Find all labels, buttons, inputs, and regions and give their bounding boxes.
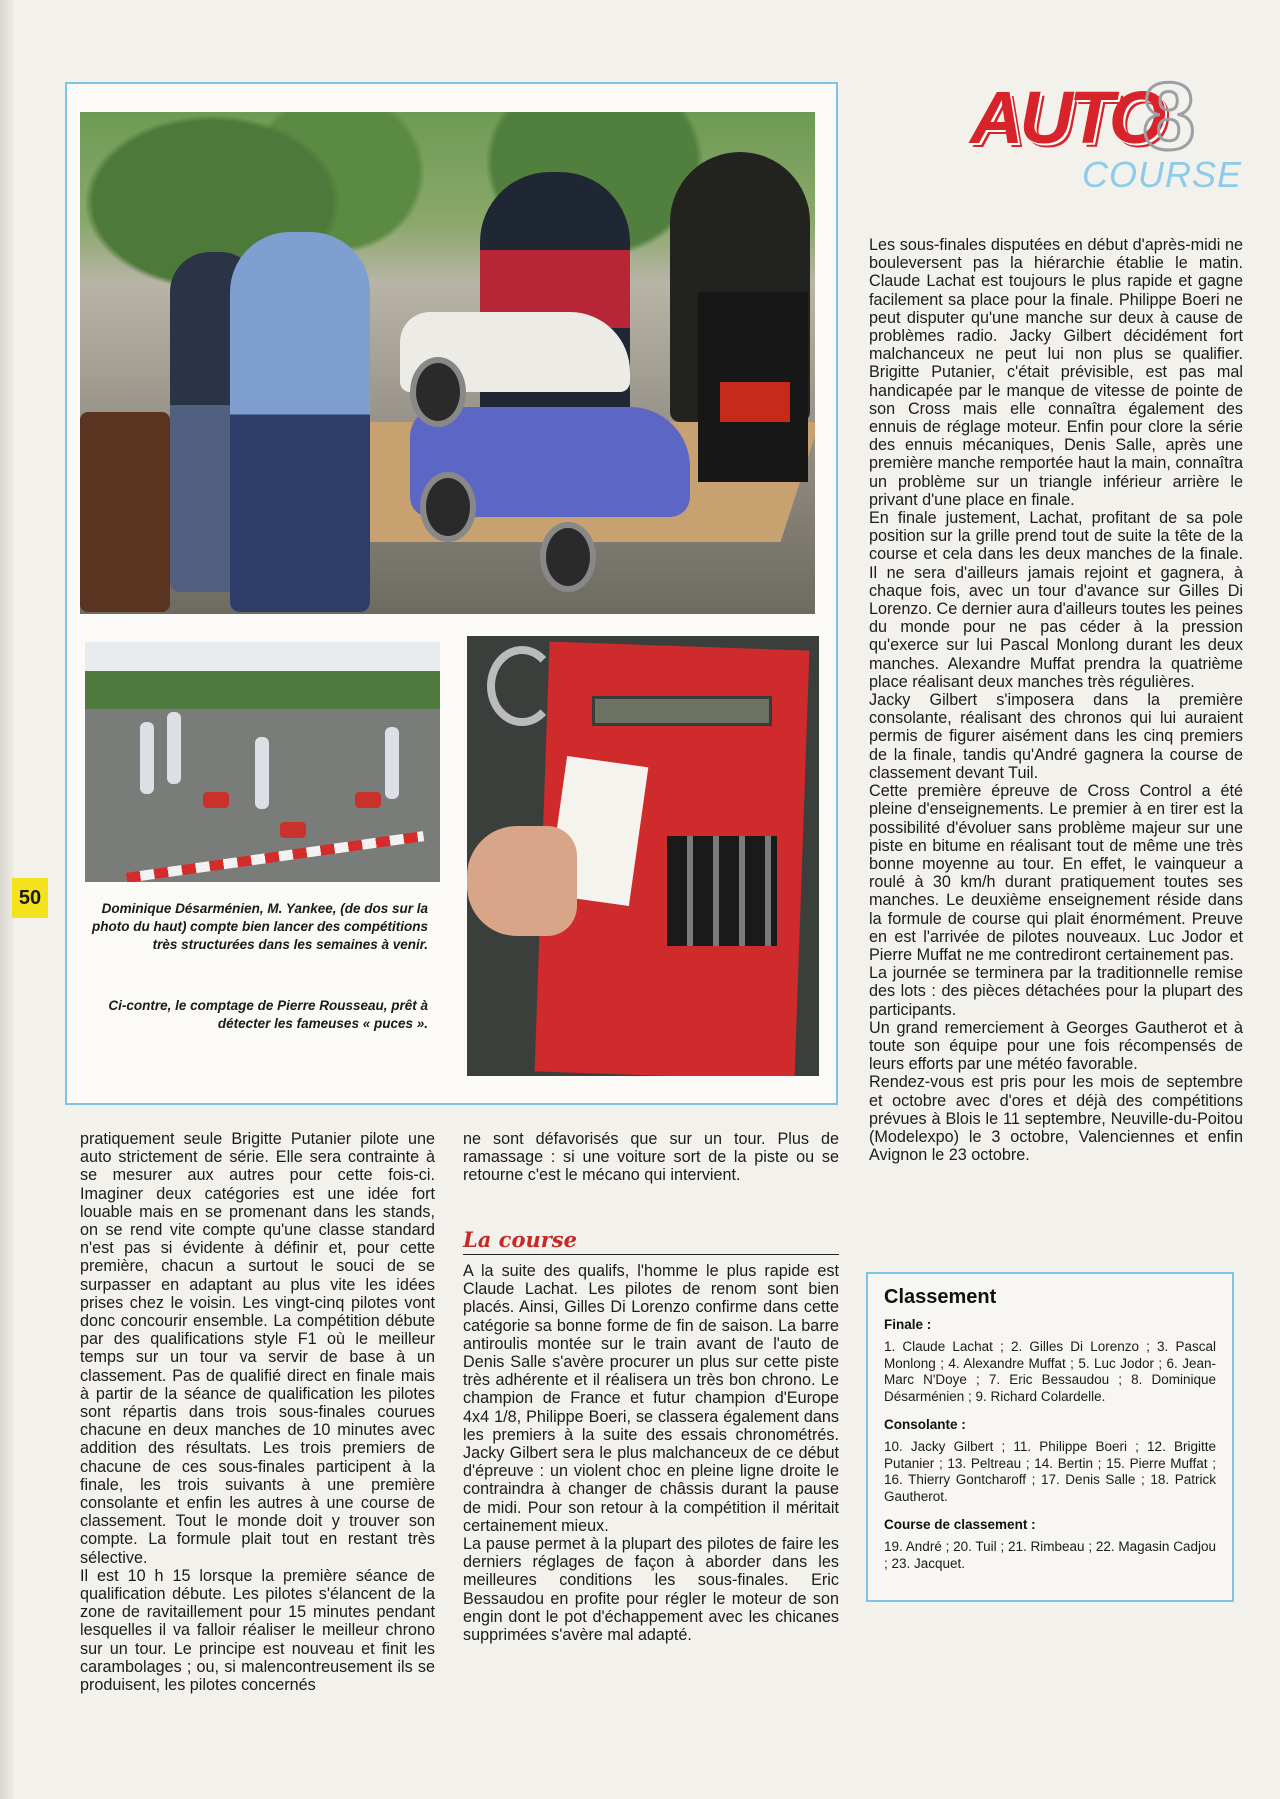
person-shape [140, 722, 154, 794]
person-shape [480, 172, 630, 432]
rc-car-shape [280, 822, 306, 838]
hebdo-sign [720, 382, 790, 422]
person-shape [230, 232, 370, 612]
hand-shape [467, 826, 577, 936]
article-paragraph: Jacky Gilbert s'imposera dans la première consolante, réalisant des chronos qui lui auraient permis de figurer aisément dans les cinq premiers de la finale, tandis qu'André gagnera la course de classement devant Tuil. [869, 691, 1243, 782]
article-paragraph: Il est 10 h 15 lorsque la première séance de qualification débute. Les pilotes s'élancent de la zone de ravitaillement pour 15 minutes pendant lesquelles il va falloir réaliser le meilleur chrono sur un tour. Le principe est nouveau et finit les carambolages ; ou, si malencontreusement ils se produisent, les pilotes concernés [80, 1566, 435, 1695]
track-curb [126, 831, 424, 882]
finale-results: 1. Claude Lachat ; 2. Gilles Di Lorenzo ; 3. Pascal Monlong ; 4. Alexandre Muffat ; 5. Luc Jodor ; 6. Jean-Marc N'Doye ; 7. Eric Bessaudou ; 8. Dominique Désarménien ; 9. Richard Colardelle. [884, 1339, 1216, 1404]
article-paragraph: pratiquement seule Brigitte Putanier pilote une auto strictement de série. Elle sera contrainte à se mesurer aux autres pour cette fois-ci. Imaginer deux catégories est une idée fort louable mais en se promenant dans les stands, on se rend vite compte qu'une classe standard n'est pas si évidente à définir et, pour cette première, chacun a surtout le souci de se surpasser en adaptant au plus vite les idées prises chez le voisin. Les vingt-cinq pilotes vont donc concourir ensemble. La compétition débute par des qualifications style F1 où le meilleur temps sur un tour va servir de base à un classement. Pas de qualifié direct en finale mais à partir de la séance de qualification les pilotes sont répartis dans trois sous-finales courues chacune en deux manches de 10 minutes avec addition des résultats. Les trois premiers de chacune de ces sous-finales participent à la finale, les trois suivants à une première consolante et enfin les autres à une course de classement. Tout le monde doit y trouver son compte. La formule plait tout en restant très sélective. [80, 1130, 435, 1567]
article-middle-top [463, 1130, 839, 1185]
magazine-logo [970, 63, 1242, 195]
logo-brand: AUTO [970, 76, 1163, 159]
timer-screen [592, 696, 772, 726]
article-paragraph: Un grand remerciement à Georges Gautherot et à toute son équipe pour une fois récompensés de leurs efforts par une météo favorable. [869, 1018, 1243, 1074]
chair-shape [80, 412, 170, 612]
article-paragraph: La journée se terminera par la traditionnelle remise des lots : des pièces détachées pour la plupart des participants. [869, 964, 1243, 1019]
section-heading [463, 1225, 839, 1255]
ranking-title: Classement [884, 1286, 997, 1308]
article-middle-column [463, 1262, 839, 1644]
article-paragraph: Cette première épreuve de Cross Control a été pleine d'enseignements. Le premier à en tirer est la possibilité d'évoluer sans problème majeur sur une piste en bitume en réalisant tout de même une très bonne moyenne au tour. En effet, le vainqueur a roulé à 30 km/h durant pratiquement toutes ses manches. Le deuxième enseignement réside dans la formule de course qui plait énormément. Preuve en est l'arrivée de pilotes nouveaux. Luc Jodor et Pierre Muffat ne me contrediront certainement pas. [869, 782, 1243, 964]
section-title: La course [463, 1227, 577, 1252]
rc-car-shape [355, 792, 381, 808]
person-shape [167, 712, 181, 784]
article-left-column [80, 1130, 435, 1694]
article-paragraph: En finale justement, Lachat, profitant de sa pole position sur la grille prend tout de suite la tête de la course et cela dans les deux manches de la finale. Il ne sera d'ailleurs jamais rejoint et gagnera, à chaque fois, avec un tour d'avance sur Gilles Di Lorenzo. Ce dernier aura d'ailleurs toutes les peines du monde pour ne pas céder à la pression qu'exerce sur lui Pascal Monlong durant les deux manches. Alexandre Muffat prendra la quatrième place réalisant deux manches très régulières. [869, 509, 1243, 691]
logo-subtitle: COURSE [1081, 154, 1242, 195]
article-paragraph: La pause permet à la plupart des pilotes de faire les derniers réglages de façon à aborder dans les meilleures conditions les sous-finales. Eric Bessaudou en profite pour régler le moteur de son engin dont le pot d'échappement avec les chicanes supprimées s'avère mal adapté. [463, 1535, 839, 1645]
timer-keypad [667, 836, 777, 946]
rc-car-shape [203, 792, 229, 808]
photo-timing-device [467, 636, 819, 1076]
finale-label: Finale : [884, 1317, 932, 1332]
article-paragraph: A la suite des qualifs, l'homme le plus rapide est Claude Lachat. Les pilotes de renom sont bien placés. Ainsi, Gilles Di Lorenzo confirme dans cette catégorie sa bonne forme de fin de saison. La barre antiroulis montée sur le train avant de l'auto de Denis Salle s'avère procurer un plus sur cette piste très adhérente et il réalisera un très bon chrono. Le champion de France et futur champion d'Europe 4x4 1/8, Philippe Boeri, se classera également dans les premiers à la suite des essais chronométrés. Jacky Gilbert sera le plus malchanceux de ce début d'épreuve : un violent choc en pleine ligne droite le contraindra à changer de châssis durant la pause de midi. Pour son retour à la compétition il méritait certainement mieux. [463, 1262, 839, 1535]
article-right-column [869, 236, 1243, 1164]
photo-caption-1: Dominique Désarménien, M. Yankee, (de dos sur la photo du haut) compte bien lancer des compétitions très structurées dans les semaines à venir. [91, 901, 428, 952]
classement-label: Course de classement : [884, 1517, 1036, 1532]
article-paragraph: Rendez-vous est pris pour les mois de septembre et octobre avec d'ores et déjà des compétitions prévues à Blois le 11 septembre, Neuville-du-Poitou (Modelexpo) le 3 octobre, Valenciennes et enfin Avignon le 23 octobre. [869, 1073, 1243, 1165]
classement-results: 19. André ; 20. Tuil ; 21. Rimbeau ; 22. Magasin Cadjou ; 23. Jacquet. [884, 1539, 1216, 1571]
person-shape [385, 727, 399, 799]
ranking-box [866, 1272, 1234, 1602]
page-number: 50 [12, 878, 48, 918]
consolante-label: Consolante : [884, 1417, 966, 1432]
wheel-shape [420, 472, 476, 542]
wheel-shape [540, 522, 596, 592]
article-paragraph: ne sont défavorisés que sur un tour. Plus de ramassage : si une voiture sort de la piste ou se retourne c'est le mécano qui intervient. [463, 1130, 839, 1185]
consolante-results: 10. Jacky Gilbert ; 11. Philippe Boeri ; 12. Brigitte Putanier ; 13. Peltreau ; 14. Bertin ; 15. Pierre Muffat ; 16. Thierry Gontcharoff ; 17. Denis Salle ; 18. Patrick Gautherot. [884, 1439, 1216, 1504]
logo-number: 8 [1142, 63, 1196, 170]
photo-caption-2: Ci-contre, le comptage de Pierre Rousseau, prêt à détecter les fameuses « puces ». [108, 998, 428, 1031]
person-shape [255, 737, 269, 809]
article-paragraph: Les sous-finales disputées en début d'après-midi ne bouleversent pas la hiérarchie établie le matin. Claude Lachat est toujours le plus rapide et gagne facilement sa place pour la finale. Philippe Boeri ne peut disputer qu'une manche sur deux à cause de problèmes radio. Jacky Gilbert décidément fort malchanceux ne peut lui non plus se qualifier. Brigitte Putanier, c'était prévisible, est pas mal handicapée par le manque de vitesse de pointe de son Cross mais elle connaîtra également des ennuis de réglage moteur. Enfin pour clore la série des ennuis mécaniques, Denis Salle, après une première manche remportée haut la main, connaîtra un problème sur un triangle inférieur arrière le privant d'une place en finale. [869, 236, 1243, 509]
photo-pits-team [80, 112, 815, 614]
wheel-shape [410, 357, 466, 427]
photo-track-karts [85, 642, 440, 882]
